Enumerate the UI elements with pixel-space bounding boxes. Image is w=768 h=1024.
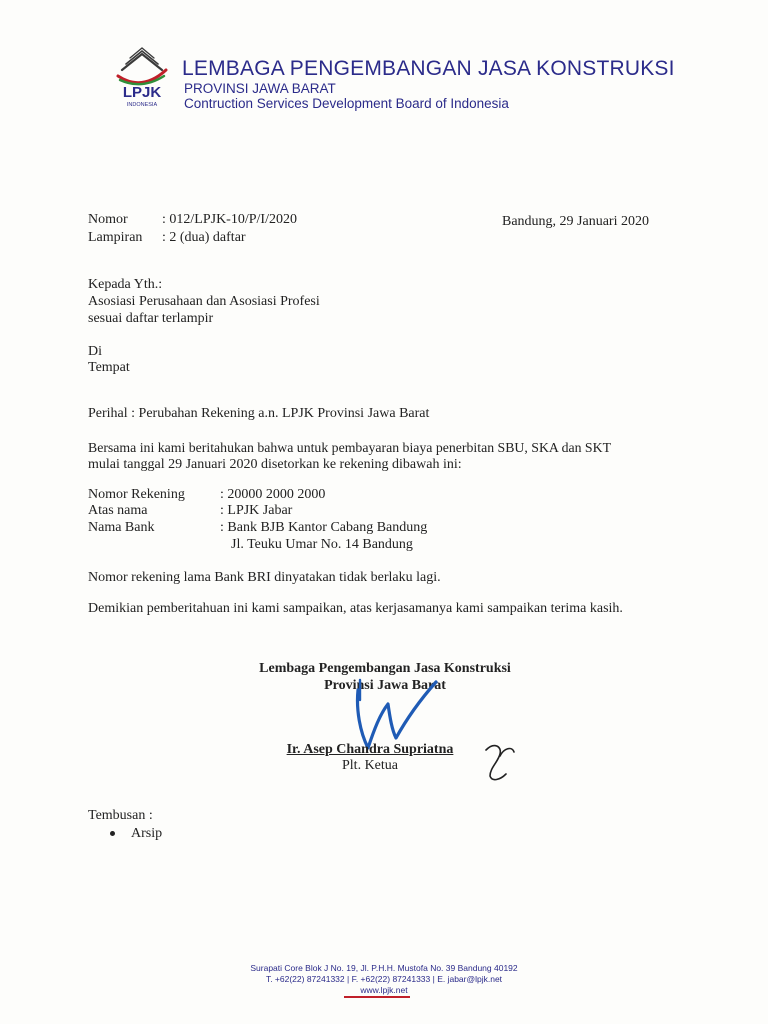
initial-paraf [480, 738, 520, 784]
body-paragraph-1-line-2: mulai tanggal 29 Januari 2020 disetorkan ke rekening dibawah ini: [88, 457, 462, 472]
footer-contact: T. +62(22) 87241332 | F. +62(22) 87241333 | E. jabar@lpjk.net [265, 974, 503, 984]
footer-divider [344, 996, 410, 998]
letter-date: Bandung, 29 Januari 2020 [502, 214, 649, 229]
footer-website[interactable]: www.lpjk.net [360, 985, 408, 995]
body-paragraph-3: Demikian pemberitahuan ini kami sampaikan, atas kerjasamanya kami sampaikan terima kasih. [88, 601, 623, 616]
org-english-name: Contruction Services Development Board of Indonesia [184, 96, 509, 111]
bank-address: Jl. Teuku Umar No. 14 Bandung [231, 537, 413, 552]
bank-name-label: Nama Bank [88, 520, 155, 535]
signatory-name: Ir. Asep Chandra Supriatna [286, 742, 454, 757]
cc-item-label: Arsip [131, 826, 163, 841]
account-name-label: Atas nama [88, 503, 148, 518]
lampiran-value: : 2 (dua) daftar [162, 230, 246, 245]
signatory-title: Plt. Ketua [342, 758, 398, 773]
account-number-label: Nomor Rekening [88, 487, 185, 502]
signature-org-line-2: Provinsi Jawa Barat [324, 678, 446, 693]
nomor-label: Nomor [88, 212, 128, 227]
cc-item [110, 825, 162, 842]
recipient-place-1: Di [88, 344, 102, 359]
recipient-name: Asosiasi Perusahaan dan Asosiasi Profesi [88, 294, 320, 309]
bullet-icon [110, 831, 115, 836]
org-name: LEMBAGA PENGEMBANGAN JASA KONSTRUKSI [182, 57, 675, 80]
body-paragraph-2: Nomor rekening lama Bank BRI dinyatakan tidak berlaku lagi. [88, 570, 441, 585]
bank-name-value: : Bank BJB Kantor Cabang Bandung [220, 520, 428, 535]
recipient-note: sesuai daftar terlampir [88, 311, 214, 326]
org-province: PROVINSI JAWA BARAT [184, 81, 336, 96]
logo-text: LPJK [122, 84, 162, 101]
recipient-greeting: Kepada Yth.: [88, 277, 163, 292]
lampiran-label: Lampiran [88, 230, 143, 245]
recipient-place-2: Tempat [88, 360, 130, 375]
lpjk-logo [112, 40, 172, 118]
subject-line: Perihal : Perubahan Rekening a.n. LPJK Provinsi Jawa Barat [88, 406, 430, 421]
footer-address: Surapati Core Blok J No. 19, Jl. P.H.H. Mustofa No. 39 Bandung 40192 [250, 963, 518, 973]
account-name-value: : LPJK Jabar [220, 503, 293, 518]
logo-subtext: INDONESIA [126, 102, 158, 108]
body-paragraph-1-line-1: Bersama ini kami beritahukan bahwa untuk pembayaran biaya penerbitan SBU, SKA dan SKT [88, 440, 612, 455]
cc-label: Tembusan : [88, 808, 153, 823]
account-number-value: : 20000 2000 2000 [220, 487, 326, 502]
nomor-value: : 012/LPJK-10/P/I/2020 [162, 212, 297, 227]
signature-org-line-1: Lembaga Pengembangan Jasa Konstruksi [259, 661, 511, 676]
